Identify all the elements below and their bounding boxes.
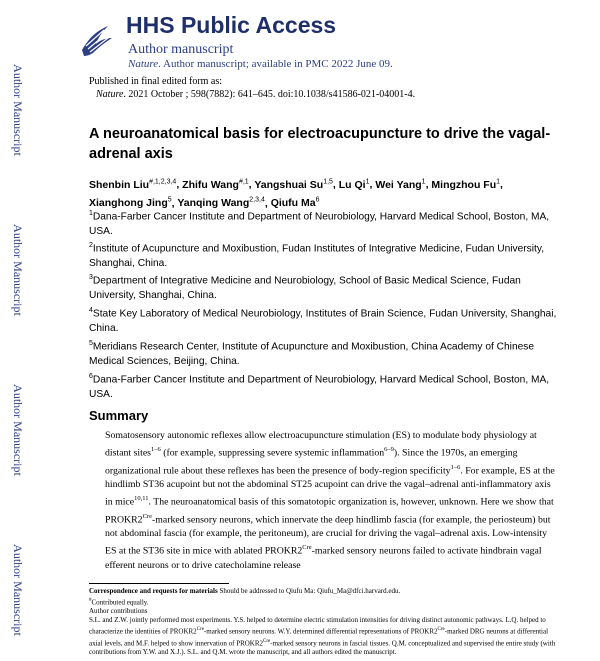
- citation-journal: Nature: [96, 89, 124, 100]
- availability-line: [128, 58, 393, 70]
- citation-text: . 2021 October ; 598(7882): 641–645. doi:10.1038/s41586-021-04001-4.: [123, 89, 416, 100]
- author: Mingzhou Fu$^1$: [431, 178, 501, 191]
- citation: [96, 89, 415, 100]
- footnotes: [89, 587, 559, 657]
- equal-contribution-note: #Contributed equally.: [89, 598, 149, 607]
- author: Zhifu Wang$^{\#,1}$: [182, 178, 249, 191]
- affiliation: $^6$Dana-Farber Cancer Institute and Department of Neurobiology, Harvard Medical School, Boston, MA, USA.: [89, 373, 550, 401]
- sidebar-author-manuscript-label: Author Manuscript: [11, 224, 25, 316]
- affiliation: $^4$State Key Laboratory of Medical Neurobiology, Institutes of Brain Science, Fudan University, Shanghai, China.: [89, 307, 557, 335]
- author: Yanqing Wang$^{2,3,4}$: [177, 196, 265, 209]
- author: Wei Yang$^1$: [375, 178, 426, 191]
- author-manuscript-subtitle: Author manuscript: [128, 42, 234, 57]
- hhs-public-access-title: HHS Public Access: [126, 12, 337, 38]
- sidebar-author-manuscript-label: Author Manuscript: [11, 64, 25, 156]
- affiliation: $^2$Institute of Acupuncture and Moxibustion, Fudan Institutes of Integrative Medicine, Fudan University, Shanghai, China.: [89, 242, 545, 270]
- paper-title: A neuroanatomical basis for electroacupuncture to drive the vagal-adrenal axis: [89, 126, 551, 162]
- author: Shenbin Liu$^{\#,1,2,3,4}$: [89, 178, 177, 191]
- affiliation: $^3$Department of Integrative Medicine and Neurobiology, School of Basic Medical Science, Fudan University, Shanghai, China.: [89, 274, 521, 302]
- affiliation: $^5$Meridians Research Center, Institute of Acupuncture and Moxibustion, China Academy of Chinese Medical Sciences, Beijing, China.: [89, 340, 535, 368]
- author-contributions-heading: Author contributions: [89, 607, 148, 616]
- availability-text: . Author manuscript; available in PMC 2022 June 09.: [158, 58, 393, 70]
- author: Qiufu Ma$^6$: [270, 196, 320, 209]
- correspondence-note: Correspondence and requests for materials Should be addressed to Qiufu Ma: Qiufu_Ma@dfci.harvard.edu.: [89, 587, 401, 595]
- author-list: Shenbin Liu$^{\#,1,2,3,4}$, Zhifu Wang$^{\#,1}$, Yangshuai Su$^{1,5}$, Lu Qi$^1$, Wei Yang$^1$, Mingzhou Fu$^1$, Xianghong Jing$^5$, Yanqing Wang$^{2,3,4}$, Qiufu Ma$^6$: [89, 178, 503, 209]
- sidebar-author-manuscript-label: Author Manuscript: [11, 544, 25, 636]
- hhs-eagle-logo-icon: [76, 20, 116, 60]
- author-contributions-text: S.L. and Z.W. jointly performed most experiments. Y.S. helped to determine electric stimulation intensities for driving distinct autonomic pathways. L.Q. helped to characterize the identities of $PROKR2^{Cre}$-marked sensory neurons. W.Y. determined differential representations of $PROKR2^{Cre}$-marked DRG neurons at differential axial levels, and M.F. helped to show innervation of $PROKR2^{Cre}$-marked sensory neurons in fascial tissues. Q.M. conceptualized and supervised the entire study (with contributions from Y.W. and X.J.). S.L. and Q.M. wrote the manuscript, and all authors edited the manuscript.: [89, 616, 556, 656]
- summary-paragraph: Somatosensory autonomic reflexes allow electroacupuncture stimulation (ES) to modulate body physiology at distant sites$^{1-6}$ (for example, suppressing severe systemic inflammation$^{6-9}$). Since the 1970s, an emerging organizational rule about these reflexes has been the presence of body-region specificity$^{1-6}$. For example, ES at the hindlimb ST36 acupoint but not the abdominal ST25 acupoint can drive the vagal–adrenal anti-inflammatory axis in mice$^{10,11}$. The neuroanatomical basis of this somatotopic organization is, however, unknown. Here we show that $PROKR2^{Cre}$-marked sensory neurons, which innervate the deep hindlimb fascia (for example, the periosteum) but not abdominal fascia (for example, the peritoneum), are crucial for driving the vagal–adrenal axis. Low-intensity ES at the ST36 site in mice with ablated $PROKR2^{Cre}$-marked sensory neurons failed to activate hindbrain vagal efferent neurons or to drive catecholamine release: [105, 430, 555, 571]
- summary-heading: Summary: [89, 408, 149, 423]
- author: Lu Qi$^1$: [338, 178, 370, 191]
- journal-name: Nature: [128, 58, 159, 70]
- author: Yangshuai Su$^{1,5}$: [254, 178, 333, 191]
- author: Xianghong Jing$^5$: [89, 196, 172, 209]
- sidebar-author-manuscript-label: Author Manuscript: [11, 384, 25, 476]
- footnote-divider: [89, 583, 229, 584]
- published-label: Published in final edited form as:: [89, 76, 223, 87]
- sidebar: [0, 0, 40, 661]
- affiliation: $^1$Dana-Farber Cancer Institute and Department of Neurobiology, Harvard Medical School, Boston, MA, USA.: [89, 210, 550, 238]
